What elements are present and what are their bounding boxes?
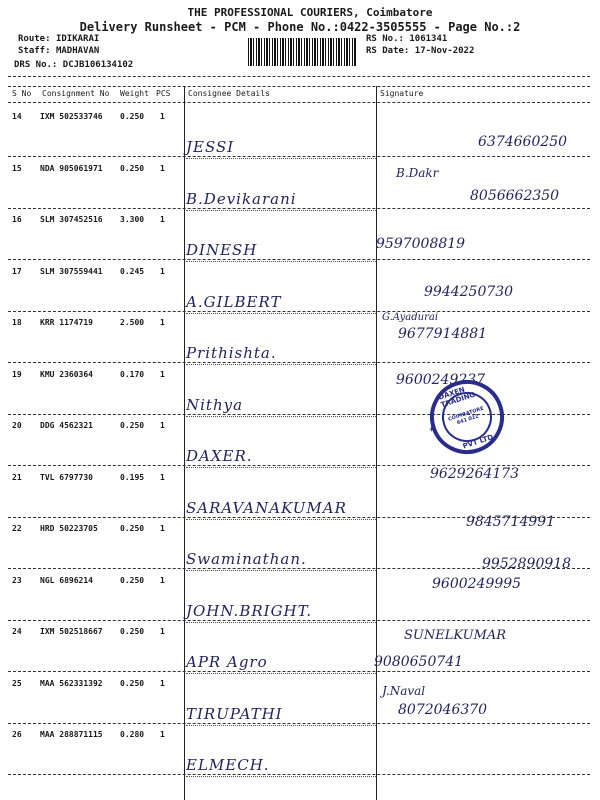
row-consignment-no: KMU 2360364	[40, 369, 93, 379]
consignee-underline	[186, 673, 376, 674]
drs-label: DRS No.:	[14, 60, 58, 70]
row-sno: 18	[12, 318, 22, 327]
row-weight: 0.250	[120, 421, 145, 430]
row-consignee-name: TIRUPATHI	[186, 704, 283, 723]
consignee-underline	[186, 364, 376, 365]
col-header-pcs: PCS	[156, 89, 171, 98]
row-weight: 0.250	[120, 524, 145, 533]
row-consignment-no: TVL 6797730	[40, 472, 93, 482]
consignee-underline	[186, 776, 376, 777]
row-separator	[8, 311, 590, 312]
row-consignment-no: HRD 50223705	[40, 524, 98, 533]
header-rule-bottom	[8, 102, 590, 103]
consignee-underline	[186, 210, 376, 211]
rs-date-field	[366, 46, 474, 56]
rs-no-label: RS No.:	[366, 34, 404, 44]
consignee-underline	[186, 313, 376, 314]
row-signature-phone: 9080650741	[374, 654, 464, 670]
row-separator	[8, 362, 590, 363]
col-header-signature: Signature	[380, 89, 424, 98]
row-consignment-no: MAA 288871115	[40, 730, 103, 739]
consignee-underline	[186, 158, 376, 159]
rs-no-value: 1061341	[409, 34, 448, 44]
row-separator	[8, 620, 590, 621]
signature-note-26: J.Naval	[382, 684, 426, 698]
row-signature-phone: 9600249995	[432, 576, 522, 592]
signature-note-25: SUNELKUMAR	[404, 628, 507, 643]
staff-label: Staff:	[18, 46, 51, 56]
row-signature-phone: 9677914881	[398, 326, 488, 342]
row-signature-phone: 9600249237	[396, 372, 486, 388]
consignee-underline	[186, 467, 376, 468]
consignee-underline	[186, 570, 376, 571]
drs-field	[14, 60, 133, 70]
row-sno: 23	[12, 575, 22, 585]
row-sno: 21	[12, 472, 22, 482]
row-pcs: 1	[160, 575, 165, 585]
row-consignee-name: B.Devikarani	[186, 189, 297, 208]
row-consignment-no: IXM 502533746	[40, 112, 103, 121]
row-consignment-no: SLM 307452516	[40, 215, 103, 224]
row-signature-phone: 8072046370	[398, 702, 488, 718]
row-separator	[8, 259, 590, 260]
signature-note-18: G.Ayadurai	[382, 312, 439, 323]
star-icon: ★	[427, 422, 437, 436]
row-consignee-name: JESSI	[186, 138, 235, 156]
signature-note-15: B.Dakr	[396, 166, 439, 180]
row-pcs: 1	[160, 318, 165, 327]
row-consignment-no: NGL 6896214	[40, 575, 93, 585]
row-pcs: 1	[160, 472, 165, 482]
row-weight: 0.250	[120, 163, 145, 173]
stamp-text-center: COIMBATORE 641 022	[447, 405, 485, 427]
row-consignment-no: MAA 562331392	[40, 678, 103, 688]
row-sno: 24	[12, 627, 22, 636]
row-pcs: 1	[160, 524, 165, 533]
row-consignee-name: APR Agro	[186, 653, 268, 671]
row-sno: 15	[12, 163, 22, 173]
row-consignee-name: ELMECH.	[186, 756, 270, 774]
row-sno: 20	[12, 421, 22, 430]
row-sno: 22	[12, 524, 22, 533]
staff-value: MADHAVAN	[55, 46, 100, 56]
row-signature-phone: 9944250730	[424, 284, 514, 300]
row-sno: 16	[12, 215, 22, 224]
row-consignee-name: SARAVANAKUMAR	[186, 498, 347, 517]
row-pcs: 1	[160, 215, 165, 224]
row-signature-phone: 9597008819	[376, 236, 466, 252]
header-rule-top	[8, 76, 590, 77]
consignee-underline	[186, 519, 376, 520]
row-weight: 0.245	[120, 266, 145, 276]
staff-field	[18, 46, 99, 56]
row-consignee-name: Nithya	[186, 395, 244, 414]
stamp-text-bottom: PVT LTD	[461, 433, 495, 451]
row-separator	[8, 208, 590, 209]
header-rule-mid	[8, 86, 590, 87]
row-sno: 25	[12, 678, 22, 688]
row-weight: 0.250	[120, 627, 145, 636]
row-consignment-no: DDG 4562321	[40, 421, 93, 430]
row-sno: 14	[12, 112, 22, 121]
consignee-underline	[186, 622, 376, 623]
row-consignment-no: IXM 502518667	[40, 627, 103, 636]
row-weight: 0.250	[120, 112, 145, 121]
row-weight: 0.170	[120, 369, 145, 379]
row-consignee-name: Swaminathan.	[186, 550, 307, 568]
row-weight: 0.280	[120, 730, 145, 739]
row-consignee-name: Prithishta.	[186, 344, 277, 362]
row-consignee-name: DINESH	[186, 241, 258, 259]
row-weight: 0.195	[120, 472, 145, 482]
row-pcs: 1	[160, 163, 165, 173]
row-weight: 2.500	[120, 318, 145, 327]
row-pcs: 1	[160, 421, 165, 430]
row-separator	[8, 671, 590, 672]
col-header-consignee: Consignee Details	[188, 89, 270, 98]
row-separator	[8, 723, 590, 724]
col-header-weight: Weight	[120, 89, 149, 98]
rs-date-value: 17-Nov-2022	[414, 46, 475, 56]
row-weight: 3.300	[120, 215, 145, 224]
consignee-underline	[186, 261, 376, 262]
consignee-underline	[186, 725, 376, 726]
stamp-text-top: DAXEN TRADING	[437, 385, 477, 410]
row-pcs: 1	[160, 369, 165, 379]
route-field	[18, 34, 99, 44]
column-divider-consignee	[184, 86, 185, 800]
company-name: THE PROFESSIONAL COURIERS, Coimbatore	[187, 6, 433, 19]
row-consignment-no: NDA 905061971	[40, 163, 103, 173]
row-weight: 0.250	[120, 678, 145, 688]
barcode	[248, 38, 356, 66]
route-label: Route:	[18, 34, 51, 44]
row-weight: 0.250	[120, 575, 145, 585]
row-sno: 17	[12, 266, 22, 276]
rs-date-label: RS Date:	[366, 46, 410, 56]
row-sno: 19	[12, 369, 22, 379]
row-pcs: 1	[160, 266, 165, 276]
rs-no-field	[366, 34, 447, 44]
row-sno: 26	[12, 730, 22, 739]
row-signature-phone: 9952890918	[482, 556, 572, 572]
runsheet-title: Delivery Runsheet - PCM - Phone No.:0422-3505555 - Page No.:2	[79, 20, 521, 34]
row-consignee-name: JOHN.BRIGHT.	[186, 601, 313, 620]
row-pcs: 1	[160, 627, 165, 636]
row-separator	[8, 774, 590, 775]
row-pcs: 1	[160, 730, 165, 739]
row-consignment-no: KRR 1174719	[40, 318, 93, 327]
row-signature-phone: 8056662350	[470, 188, 560, 204]
row-signature-phone: 9845714991	[466, 514, 556, 530]
row-pcs: 1	[160, 678, 165, 688]
col-header-sno: S No	[12, 89, 32, 98]
column-divider-signature	[376, 86, 377, 800]
row-signature-phone: 9629264173	[430, 466, 520, 482]
route-value: IDIKARAI	[55, 34, 100, 44]
row-pcs: 1	[160, 112, 165, 121]
row-separator	[8, 156, 590, 157]
row-consignee-name: DAXER.	[186, 447, 253, 465]
drs-value: DCJB106134102	[62, 60, 134, 70]
row-signature-phone: 6374660250	[478, 134, 568, 150]
consignee-underline	[186, 416, 376, 417]
col-header-consignment: Consignment No	[42, 89, 110, 98]
row-consignee-name: A.GILBERT	[186, 292, 282, 311]
row-consignment-no: SLM 307559441	[40, 266, 103, 276]
